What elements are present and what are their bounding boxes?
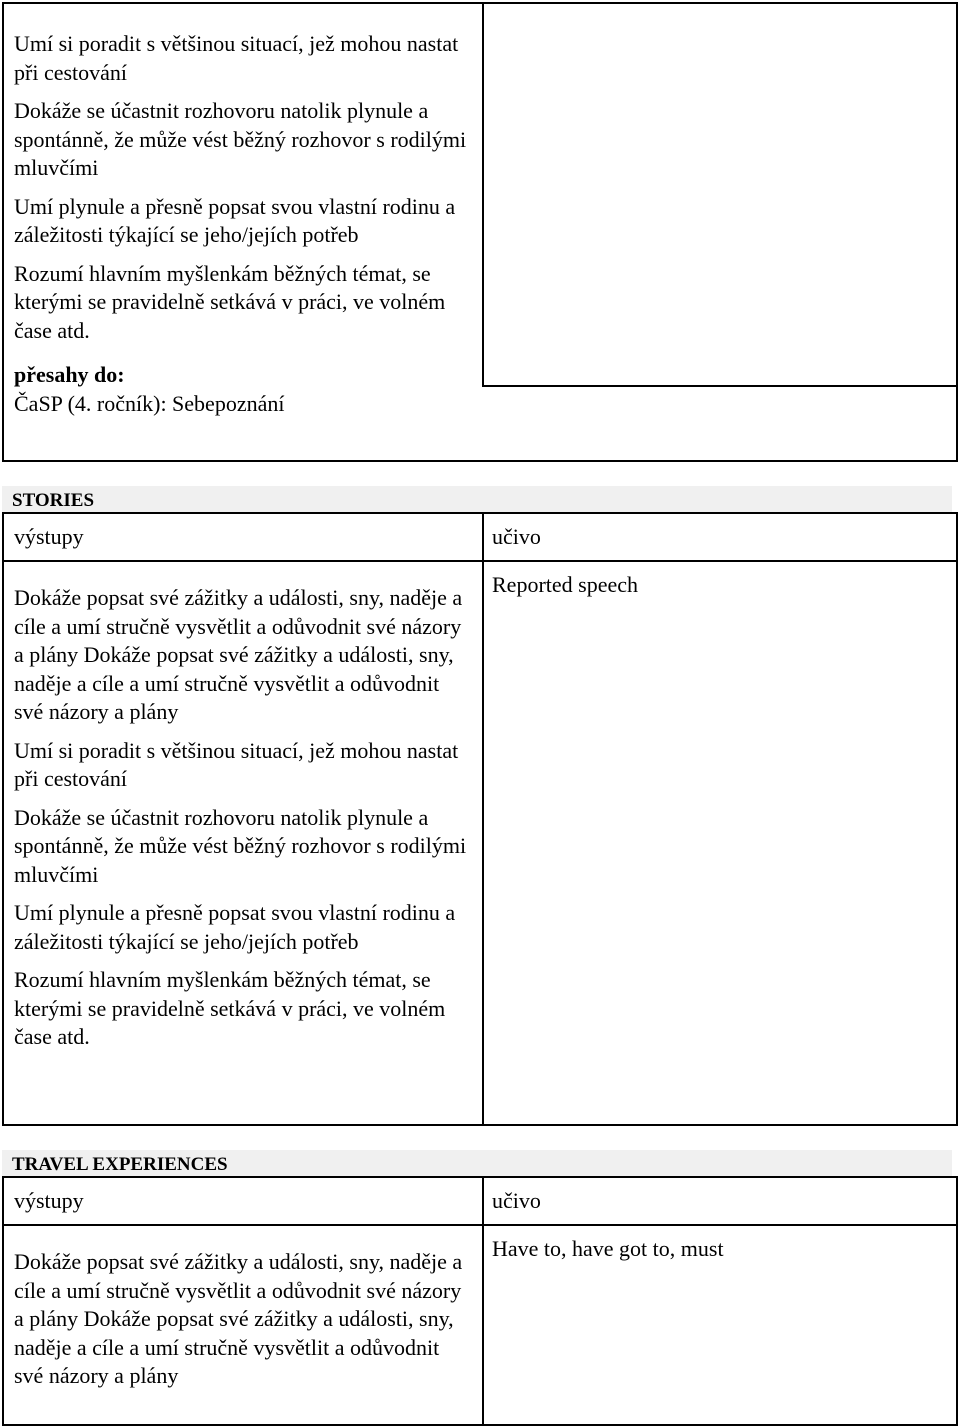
- outcomes-cell: [4, 1248, 482, 1391]
- table-travel-experiences: [2, 1176, 958, 1426]
- outcome-item: Dokáže popsat své zážitky a události, sny, naděje a cíle a umí stručně vysvětlit a odůvodnit své názory a plány Dokáže popsat své zážitky a události, sny, naděje a cíle a umí stručně vysvětlit a odůvodnit své názory a plány: [14, 585, 463, 724]
- col-header-ucivo: učivo: [492, 1188, 541, 1213]
- outcome-item: Dokáže se účastnit rozhovoru natolik plynule a spontánně, že může vést běžný rozhovor s rodilými mluvčími: [14, 804, 467, 887]
- section-title-travel-experiences: TRAVEL EXPERIENCES: [12, 1154, 228, 1175]
- section-title-stories: STORIES: [12, 490, 95, 511]
- curriculum-cell: Reported speech: [492, 572, 638, 597]
- col-header-vystupy: výstupy: [14, 1188, 84, 1213]
- outcome-item: Umí plynule a přesně popsat svou vlastní rodinu a záležitosti týkající se jeho/jejích potřeb: [14, 900, 456, 954]
- outcome-item: Umí si poradit s většinou situací, jež mohou nastat při cestování: [14, 31, 459, 85]
- presahy-label: přesahy do:: [14, 362, 125, 387]
- table-stories: [2, 512, 958, 1126]
- outcome-item: Dokáže se účastnit rozhovoru natolik plynule a spontánně, že může vést běžný rozhovor s rodilými mluvčími: [14, 98, 467, 180]
- curriculum-cell: Have to, have got to, must: [492, 1236, 724, 1261]
- col-header-ucivo: učivo: [492, 524, 541, 549]
- outcomes-cell: [4, 584, 482, 1052]
- outcome-item: Rozumí hlavním myšlenkám běžných témat, se kterými se pravidelně setkává v práci, ve volném čase atd.: [14, 260, 446, 343]
- outcome-item: Umí plynule a přesně popsat svou vlastní rodinu a záležitosti týkající se jeho/jejích potřeb: [14, 193, 456, 247]
- table-continuation: [2, 2, 958, 462]
- section-header-bar: [2, 486, 952, 512]
- outcome-item: Dokáže popsat své zážitky a události, sny, naděje a cíle a umí stručně vysvětlit a odůvodnit své názory a plány Dokáže popsat své zážitky a události, sny, naděje a cíle a umí stručně vysvětlit a odůvodnit své názory a plány: [14, 1249, 463, 1388]
- outcomes-cell: [4, 30, 482, 418]
- col-header-vystupy: výstupy: [14, 524, 84, 549]
- outcome-item: Rozumí hlavním myšlenkám běžných témat, se kterými se pravidelně setkává v práci, ve volném čase atd.: [14, 967, 446, 1049]
- outcome-item: Umí si poradit s většinou situací, jež mohou nastat při cestování: [14, 737, 459, 791]
- presahy-value: ČaSP (4. ročník): Sebepoznání: [14, 390, 285, 416]
